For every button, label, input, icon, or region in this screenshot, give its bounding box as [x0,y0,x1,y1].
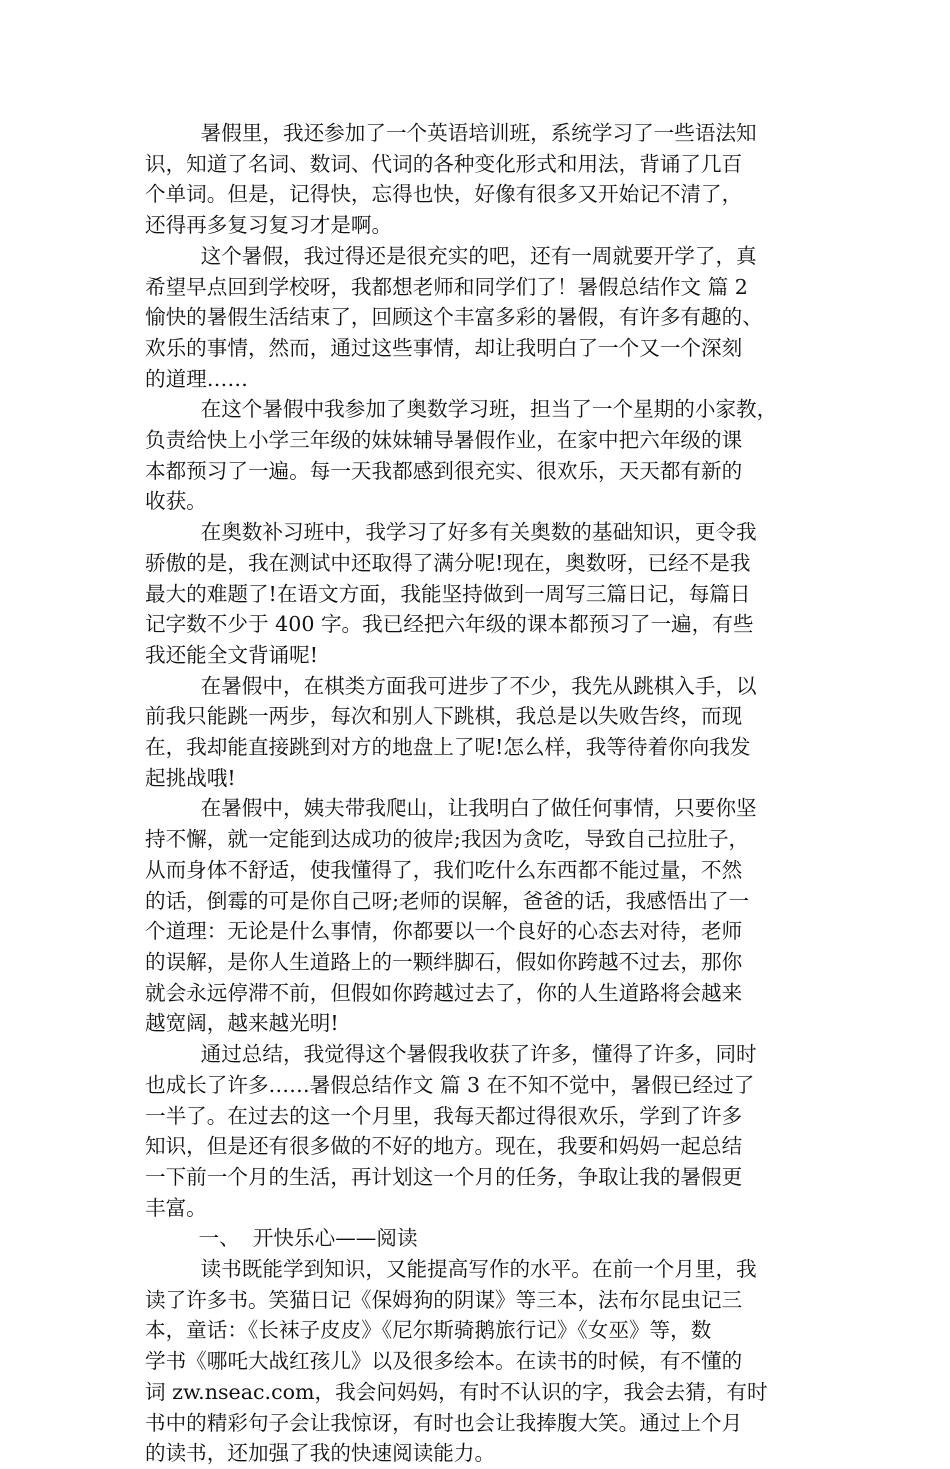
text-line: 书中的精彩句子会让我惊讶，有时也会让我捧腹大笑。通过上个月 [145,1410,743,1435]
text-line: 收获。 [145,489,207,514]
text-line: 愉快的暑假生活结束了，回顾这个丰富多彩的暑假，有许多有趣的、 [145,305,763,330]
text-line: 知识，但是还有很多做的不好的地方。现在，我要和妈妈一起总结 [145,1134,743,1159]
text-line: 在暑假中，在棋类方面我可进步了不少，我先从跳棋入手，以 [200,673,757,698]
text-line: 持不懈，就一定能到达成功的彼岸;我因为贪吃，导致自己拉肚子， [145,827,750,852]
text-line: 前我只能跳一两步，每次和别人下跳棋，我总是以失败告终，而现 [145,704,743,729]
text-line: 识，知道了名词、数词、代词的各种变化形式和用法，背诵了几百 [145,151,743,176]
paragraph-life-lessons [145,793,809,1039]
text-line: 丰富。 [145,1195,207,1220]
text-line: 负责给快上小学三年级的妹妹辅导暑假作业，在家中把六年级的课 [145,428,743,453]
text-line: 读了许多书。笑猫日记《保姆狗的阴谋》等三本，法布尔昆虫记三 [145,1287,743,1312]
text-line: 本，童话：《长袜子皮皮》《尼尔斯骑鹅旅行记》《女巫》等，数 [145,1318,712,1343]
text-line: 这个暑假，我过得还是很充实的吧，还有一周就要开学了，真 [200,243,757,268]
text-line: 起挑战哦! [145,765,236,790]
paragraph-math-achievement [145,517,809,671]
text-line: 在奥数补习班中，我学习了好多有关奥数的基础知识，更令我 [200,520,757,545]
paragraph-reading [145,1254,809,1469]
text-line: 通过总结，我觉得这个暑假我收获了许多，懂得了许多，同时 [200,1042,757,1067]
text-line: 在这个暑假中我参加了奥数学习班，担当了一个星期的小家教， [200,397,778,422]
paragraph-summer-fulfilling [145,241,809,395]
section-heading: 一、 开快乐心——阅读 [198,1226,418,1251]
text-line: 从而身体不舒适，使我懂得了，我们吃什么东西都不能过量，不然 [145,857,743,882]
text-line: 还得再多复习复习才是啊。 [145,213,393,238]
text-line: 最大的难题了!在语文方面，我能坚持做到一周写三篇日记，每篇日 [145,581,751,606]
text-line: 也成长了许多……暑假总结作文 篇 3 在不知不觉中，暑假已经过了 [145,1072,755,1097]
text-line: 暑假里，我还参加了一个英语培训班，系统学习了一些语法知 [200,121,757,145]
text-line: 的道理…… [145,366,248,391]
text-line: 就会永远停滞不前，但假如你跨越过去了，你的人生道路将会越来 [145,980,743,1005]
text-line: 读书既能学到知识，又能提高写作的水平。在前一个月里，我 [200,1257,757,1282]
text-line: 记字数不少于 400 字。我已经把六年级的课本都预习了一遍，有些 [145,612,754,637]
paragraph-summary [145,1039,809,1223]
text-line: 个道理：无论是什么事情，你都要以一个良好的心态去对待，老师 [145,919,743,944]
text-line: 希望早点回到学校呀，我都想老师和同学们了！暑假总结作文 篇 2 [145,274,748,299]
paragraph-english-class [145,118,809,241]
text-line: 学书《哪吒大战红孩儿》以及很多绘本。在读书的时候，有不懂的 [145,1349,743,1374]
paragraph-math-class [145,394,809,517]
text-line: 的话，倒霉的可是你自己呀;老师的误解，爸爸的话，我感悟出了一 [145,888,750,913]
document-page [145,118,809,1469]
text-line: 在暑假中，姨夫带我爬山，让我明白了做任何事情，只要你坚 [200,796,757,821]
text-line: 我还能全文背诵呢! [145,642,319,667]
text-line: 的读书，还加强了我的快速阅读能力。 [145,1441,496,1466]
text-line: 欢乐的事情，然而，通过这些事情，却让我明白了一个又一个深刻 [145,335,743,360]
text-line: 骄傲的是，我在测试中还取得了满分呢!现在，奥数呀，已经不是我 [145,550,751,575]
paragraph-checkers [145,671,809,794]
text-line: 一下前一个月的生活，再计划这一个月的任务，争取让我的暑假更 [145,1164,743,1189]
text-line: 词 zw.nseac.com，我会问妈妈，有时不认识的字，我会去猜，有时 [145,1379,768,1404]
text-line: 一半了。在过去的这一个月里，我每天都过得很欢乐，学到了许多 [145,1103,743,1128]
text-line: 个单词。但是，记得快，忘得也快，好像有很多又开始记不清了， [145,182,743,207]
text-line: 的误解，是你人生道路上的一颗绊脚石，假如你跨越不过去，那你 [145,949,743,974]
text-line: 越宽阔，越来越光明! [145,1011,339,1036]
text-line: 本都预习了一遍。每一天我都感到很充实、很欢乐，天天都有新的 [145,458,743,483]
text-line: 在，我却能直接跳到对方的地盘上了呢!怎么样，我等待着你向我发 [145,735,751,760]
